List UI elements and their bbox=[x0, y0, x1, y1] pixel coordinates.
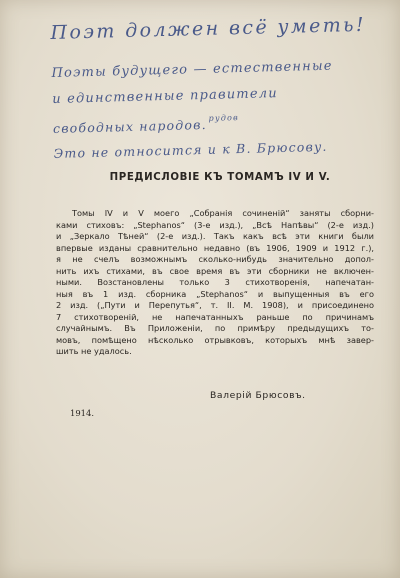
preface-line: 2 изд. („Пути и Перепутья“, т. II. М. 1908), и присоединено bbox=[56, 300, 374, 310]
preface-line: нить ихъ стихами, въ свое время въ эти сборники не включен- bbox=[56, 265, 374, 276]
preface-title: ПРЕДИСЛОВІЕ КЪ ТОМАМЪ IV И V. bbox=[109, 172, 331, 183]
preface-line: ныя въ 1 изд. сборника „Stephanos“ и выпущенныя въ его bbox=[56, 288, 374, 299]
preface-year: 1914. bbox=[70, 408, 94, 418]
preface-line: мовъ, помѣщено нѣсколько отрывковъ, которыхъ мнѣ завер- bbox=[56, 334, 374, 345]
handwriting-line-4-text: свободных народов. bbox=[52, 116, 207, 136]
preface-line: впервые изданы сравнительно недавно (въ 1906, 1909 и 1912 г.), bbox=[56, 242, 374, 253]
preface-line: я не счелъ возможнымъ сколько-нибудь значительно допол- bbox=[56, 254, 374, 264]
preface-line: Томы IV и V моего „Собранія сочиненій“ заняты сборни- bbox=[72, 208, 374, 218]
preface-section bbox=[56, 172, 376, 418]
handwritten-inscription bbox=[50, 5, 395, 161]
preface-line: ками стиховъ: „Stephanos“ (3-е изд.), „Всѣ Напѣвы“ (2-е изд.) bbox=[56, 219, 374, 230]
preface-line: 7 стихотвореній, не напечатанныхъ раньше по причинамъ bbox=[56, 311, 374, 322]
author-signature: Валерій Брюсовъ. bbox=[210, 390, 306, 401]
handwriting-line-5: Это не относится и к В. Брюсову. bbox=[53, 138, 328, 161]
preface-line: случайнымъ. Въ Приложеніи, по примѣру предыдущихъ то- bbox=[56, 323, 374, 333]
handwriting-line-4-note: рудов bbox=[208, 113, 240, 123]
handwriting-line-1: Поэт должен всё уметь! bbox=[50, 13, 367, 44]
preface-body bbox=[56, 208, 374, 358]
handwriting-line-3: и единственные правители bbox=[52, 86, 278, 107]
handwriting-line-2: Поэты будущего — естественные bbox=[51, 58, 333, 81]
preface-line: шить не удалось. bbox=[56, 346, 132, 356]
preface-line: ными. Возстановлены только 3 стихотворенія, напечатан- bbox=[56, 277, 374, 287]
handwriting-line-4 bbox=[53, 113, 240, 136]
preface-line: и „Зеркало Тѣней“ (2-е изд.). Такъ какъ всѣ эти книги были bbox=[56, 231, 374, 241]
